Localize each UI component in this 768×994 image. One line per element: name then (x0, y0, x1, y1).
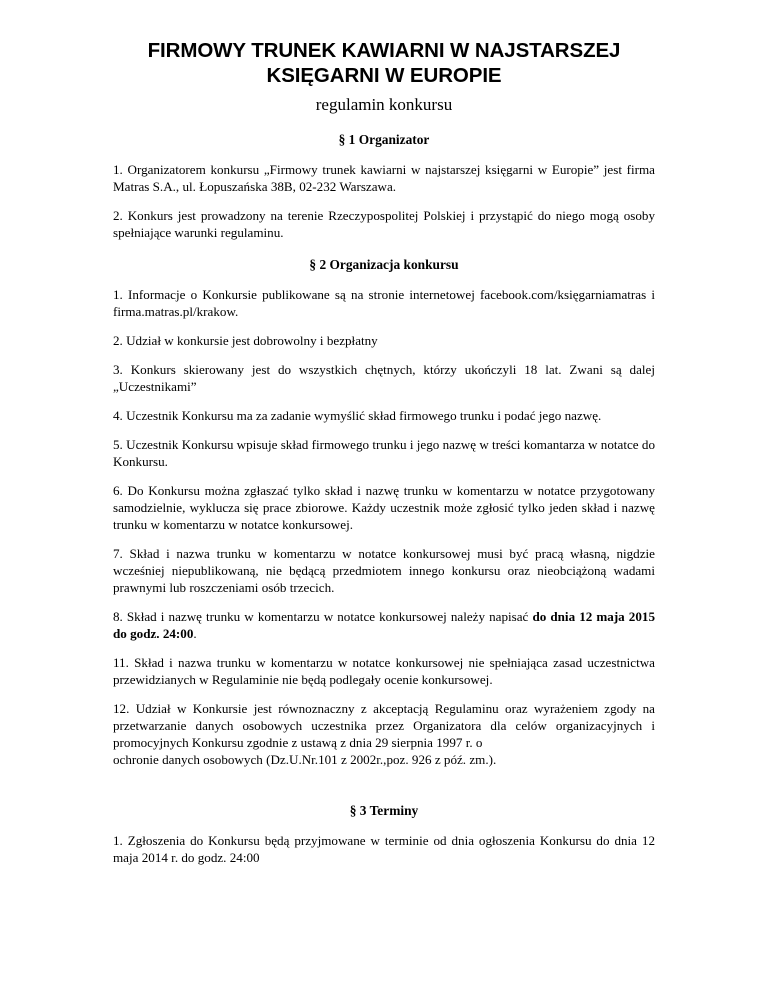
section-2-paragraph-12 (113, 700, 655, 768)
title-line-2: KSIĘGARNI W EUROPIE (266, 64, 502, 87)
paragraph-12-law: ochronie danych osobowych (Dz.U.Nr.101 z 2002r.,poz. 926 z póź. zm.). (113, 752, 497, 767)
paragraph-8-text: 8. Skład i nazwę trunku w komentarzu w notatce konkursowej należy napisać (113, 609, 533, 624)
section-2-paragraph-1: 1. Informacje o Konkursie publikowane są na stronie internetowej facebook.com/księgarniamatras i firma.matras.pl/krakow. (113, 287, 655, 319)
section-1-paragraph-2: 2. Konkurs jest prowadzony na terenie Rzeczypospolitej Polskiej i przystąpić do niego mogą osoby spełniające warunki regulaminu. (113, 208, 655, 240)
section-3-heading: § 3 Terminy (349, 803, 419, 818)
document-subtitle: regulamin konkursu (315, 95, 453, 114)
paragraph-8-deadline: do dnia 12 maja 2015 do godz. 24:00 (113, 609, 655, 641)
document-title (113, 38, 655, 88)
paragraph-12-main: 12. Udział w Konkursie jest równoznaczny z akceptacją Regulaminu oraz wyrażeniem zgody na przetwarzanie danych osobowych uczestnika przez Organizatora dla celów organizacyjnych i promocyjnych Konkursu zgodnie z ustawą z dnia 29 sierpnia 1997 r. o (113, 701, 655, 750)
section-3-paragraph-1: 1. Zgłoszenia do Konkursu będą przyjmowane w terminie od dnia ogłoszenia Konkursu do dnia 12 maja 2014 r. do godz. 24:00 (113, 833, 655, 865)
section-2-heading: § 2 Organizacja konkursu (309, 257, 459, 272)
section-1-paragraph-1: 1. Organizatorem konkursu „Firmowy trunek kawiarni w najstarszej księgarni w Europie” jest firma Matras S.A., ul. Łopuszańska 38B, 02-232 Warszawa. (113, 162, 655, 194)
section-1-heading: § 1 Organizator (338, 132, 430, 147)
document-page (113, 38, 655, 878)
section-2-paragraph-4: 4. Uczestnik Konkursu ma za zadanie wymyślić skład firmowego trunku i podać jego nazwę. (113, 408, 602, 423)
section-2-paragraph-6: 6. Do Konkursu można zgłaszać tylko skład i nazwę trunku w komentarzu w notatce przygotowany samodzielnie, wyklucza się prace zbiorowe. Każdy uczestnik może zgłosić tylko jeden skład i nazwę trunku w komentarzu w notatce konkursowej. (113, 483, 655, 532)
section-2-paragraph-11: 11. Skład i nazwa trunku w komentarzu w notatce konkursowej nie spełniająca zasad uczestnictwa przewidzianych w Regulaminie nie będą podlegały ocenie konkursowej. (113, 655, 655, 687)
section-2-paragraph-8 (113, 608, 655, 642)
title-line-1: FIRMOWY TRUNEK KAWIARNI W NAJSTARSZEJ (147, 39, 621, 62)
paragraph-8-end: . (193, 626, 197, 641)
section-2-paragraph-7: 7. Skład i nazwa trunku w komentarzu w notatce konkursowej musi być pracą własną, nigdzie wcześniej niepublikowaną, nie będącą przedmiotem innego konkursu oraz nieobciążoną wadami prawnymi lub roszczeniami osób trzecich. (113, 546, 655, 595)
section-2-paragraph-3: 3. Konkurs skierowany jest do wszystkich chętnych, którzy ukończyli 18 lat. Zwani są dalej „Uczestnikami” (113, 362, 655, 394)
section-2-paragraph-2: 2. Udział w konkursie jest dobrowolny i bezpłatny (113, 333, 378, 348)
section-2-paragraph-5: 5. Uczestnik Konkursu wpisuje skład firmowego trunku i jego nazwę w treści komantarza w notatce do Konkursu. (113, 437, 655, 469)
